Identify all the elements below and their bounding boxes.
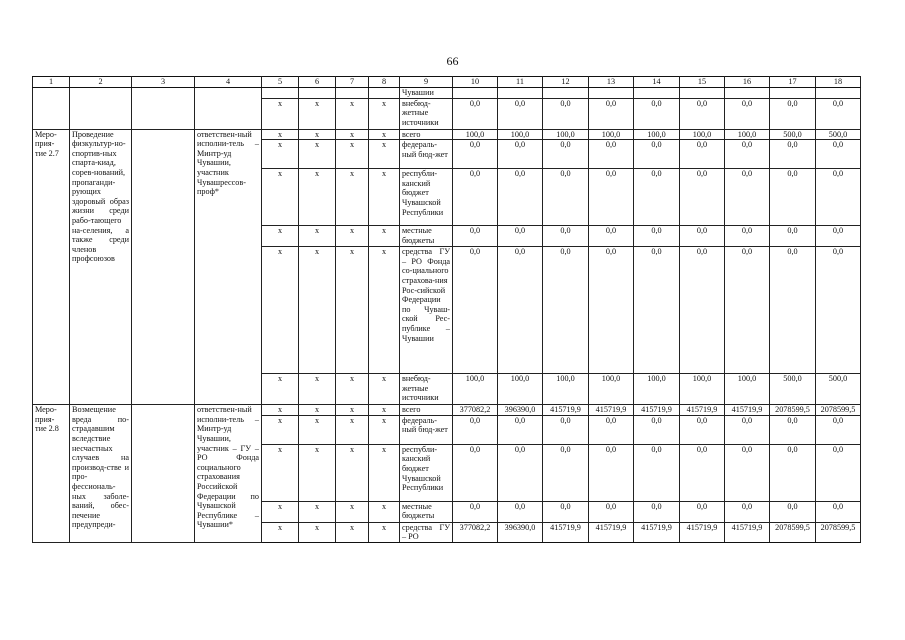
x-cell: x — [336, 247, 369, 374]
value-cell: 0,0 — [680, 415, 725, 444]
source-cell: республи-канский бюджет Чувашской Республики — [400, 169, 453, 226]
value-cell: 0,0 — [816, 247, 861, 374]
value-cell: 0,0 — [680, 169, 725, 226]
column-header: 4 — [195, 77, 262, 88]
x-cell: x — [262, 169, 299, 226]
value-cell: 415719,9 — [634, 522, 680, 542]
value-cell: 100,0 — [634, 129, 680, 140]
value-cell: 0,0 — [589, 501, 634, 522]
value-cell: 0,0 — [770, 226, 816, 247]
x-cell: x — [336, 522, 369, 542]
x-cell: x — [336, 129, 369, 140]
value-cell: 415719,9 — [725, 522, 770, 542]
cell-empty — [498, 88, 543, 99]
cell-empty — [33, 88, 70, 130]
measure-code: Меро- прия- тие 2.8 — [33, 405, 70, 543]
value-cell: 0,0 — [680, 98, 725, 129]
value-cell: 0,0 — [589, 98, 634, 129]
x-cell: x — [262, 522, 299, 542]
x-cell: x — [262, 140, 299, 169]
value-cell: 0,0 — [498, 444, 543, 501]
column-header: 2 — [70, 77, 132, 88]
cell-empty — [770, 88, 816, 99]
value-cell: 0,0 — [680, 247, 725, 374]
column-header: 8 — [369, 77, 400, 88]
x-cell: x — [262, 226, 299, 247]
x-cell: x — [299, 444, 336, 501]
x-cell: x — [262, 501, 299, 522]
source-cell: всего — [400, 405, 453, 416]
value-cell: 0,0 — [498, 226, 543, 247]
value-cell: 415719,9 — [589, 405, 634, 416]
page-number: 66 — [446, 54, 459, 68]
value-cell: 415719,9 — [634, 405, 680, 416]
value-cell: 377082,2 — [453, 522, 498, 542]
budget-table — [32, 76, 861, 543]
x-cell: x — [336, 374, 369, 405]
cell-empty — [132, 88, 195, 130]
value-cell: 0,0 — [725, 226, 770, 247]
value-cell: 2078599,5 — [816, 405, 861, 416]
x-cell: x — [369, 501, 400, 522]
cell-empty — [132, 129, 195, 405]
value-cell: 0,0 — [725, 98, 770, 129]
value-cell: 100,0 — [543, 129, 589, 140]
x-cell: x — [369, 169, 400, 226]
value-cell: 0,0 — [680, 501, 725, 522]
x-cell: x — [336, 415, 369, 444]
value-cell: 2078599,5 — [816, 522, 861, 542]
x-cell: x — [336, 169, 369, 226]
value-cell: 0,0 — [543, 226, 589, 247]
cell-empty — [299, 88, 336, 99]
value-cell: 0,0 — [543, 501, 589, 522]
value-cell: 100,0 — [725, 129, 770, 140]
value-cell: 0,0 — [589, 169, 634, 226]
value-cell: 0,0 — [725, 444, 770, 501]
value-cell: 0,0 — [680, 140, 725, 169]
column-header: 11 — [498, 77, 543, 88]
cell-empty — [369, 88, 400, 99]
value-cell: 0,0 — [816, 140, 861, 169]
cell-empty — [589, 88, 634, 99]
value-cell: 0,0 — [589, 226, 634, 247]
source-cell: федераль-ный бюд-жет — [400, 415, 453, 444]
value-cell: 396390,0 — [498, 405, 543, 416]
x-cell: x — [262, 129, 299, 140]
value-cell: 415719,9 — [589, 522, 634, 542]
x-cell: x — [336, 444, 369, 501]
cell-empty — [70, 88, 132, 130]
column-header: 10 — [453, 77, 498, 88]
x-cell: x — [299, 226, 336, 247]
value-cell: 100,0 — [498, 374, 543, 405]
column-header: 18 — [816, 77, 861, 88]
cell-empty — [453, 88, 498, 99]
value-cell: 0,0 — [498, 140, 543, 169]
column-header: 14 — [634, 77, 680, 88]
value-cell: 100,0 — [634, 374, 680, 405]
column-header: 5 — [262, 77, 299, 88]
value-cell: 0,0 — [589, 444, 634, 501]
value-cell: 415719,9 — [543, 405, 589, 416]
source-cell: местные бюджеты — [400, 501, 453, 522]
value-cell: 2078599,5 — [770, 405, 816, 416]
source-cell: федераль-ный бюд-жет — [400, 140, 453, 169]
value-cell: 0,0 — [498, 98, 543, 129]
value-cell: 500,0 — [816, 129, 861, 140]
cell-empty — [195, 88, 262, 130]
x-cell: x — [262, 444, 299, 501]
value-cell: 415719,9 — [680, 522, 725, 542]
value-cell: 0,0 — [453, 247, 498, 374]
source-cell: внебюд-жетные источники — [400, 374, 453, 405]
column-header: 16 — [725, 77, 770, 88]
value-cell: 0,0 — [453, 501, 498, 522]
value-cell: 100,0 — [453, 129, 498, 140]
x-cell: x — [299, 501, 336, 522]
column-header: 15 — [680, 77, 725, 88]
value-cell: 377082,2 — [453, 405, 498, 416]
value-cell: 100,0 — [589, 374, 634, 405]
cell-empty — [634, 88, 680, 99]
cell-empty — [680, 88, 725, 99]
column-header: 6 — [299, 77, 336, 88]
value-cell: 0,0 — [453, 444, 498, 501]
value-cell: 0,0 — [770, 98, 816, 129]
value-cell: 0,0 — [634, 226, 680, 247]
x-cell: x — [299, 374, 336, 405]
value-cell: 0,0 — [634, 169, 680, 226]
value-cell: 415719,9 — [680, 405, 725, 416]
column-header: 12 — [543, 77, 589, 88]
value-cell: 0,0 — [725, 247, 770, 374]
source-cell: всего — [400, 129, 453, 140]
source-cell: средства ГУ – РО — [400, 522, 453, 542]
value-cell: 100,0 — [725, 374, 770, 405]
column-header: 7 — [336, 77, 369, 88]
column-header: 9 — [400, 77, 453, 88]
value-cell: 0,0 — [589, 140, 634, 169]
x-cell: x — [299, 405, 336, 416]
value-cell: 0,0 — [680, 226, 725, 247]
value-cell: 0,0 — [543, 140, 589, 169]
value-cell: 0,0 — [453, 169, 498, 226]
table-row — [33, 405, 861, 416]
value-cell: 0,0 — [634, 98, 680, 129]
x-cell: x — [369, 140, 400, 169]
value-cell: 0,0 — [453, 226, 498, 247]
value-cell: 0,0 — [725, 169, 770, 226]
value-cell: 0,0 — [816, 444, 861, 501]
value-cell: 0,0 — [634, 140, 680, 169]
value-cell: 0,0 — [543, 444, 589, 501]
x-cell: x — [369, 98, 400, 129]
value-cell: 0,0 — [725, 140, 770, 169]
x-cell: x — [262, 415, 299, 444]
value-cell: 415719,9 — [543, 522, 589, 542]
x-cell: x — [262, 374, 299, 405]
value-cell: 100,0 — [589, 129, 634, 140]
x-cell: x — [369, 522, 400, 542]
value-cell: 0,0 — [770, 169, 816, 226]
table-row — [33, 77, 861, 88]
value-cell: 0,0 — [543, 247, 589, 374]
value-cell: 0,0 — [725, 501, 770, 522]
value-cell: 100,0 — [453, 374, 498, 405]
value-cell: 100,0 — [680, 129, 725, 140]
x-cell: x — [299, 98, 336, 129]
value-cell: 500,0 — [816, 374, 861, 405]
value-cell: 0,0 — [816, 226, 861, 247]
value-cell: 100,0 — [543, 374, 589, 405]
x-cell: x — [336, 405, 369, 416]
source-cell: местные бюджеты — [400, 226, 453, 247]
value-cell: 0,0 — [543, 169, 589, 226]
value-cell: 0,0 — [770, 247, 816, 374]
table-row — [33, 88, 861, 99]
measure-name: Проведение физкультур-но-спортив-ных спарта-киад, сорев-нований, пропаганди-рующих здоровый образ жизни среди рабо-тающего на-селения, а также среди членов профсоюзов — [70, 129, 132, 405]
cell-empty — [725, 88, 770, 99]
table-row — [33, 129, 861, 140]
cell-empty — [132, 405, 195, 543]
value-cell: 0,0 — [453, 98, 498, 129]
x-cell: x — [369, 444, 400, 501]
value-cell: 0,0 — [453, 140, 498, 169]
value-cell: 0,0 — [543, 98, 589, 129]
x-cell: x — [299, 169, 336, 226]
x-cell: x — [299, 140, 336, 169]
x-cell: x — [369, 129, 400, 140]
x-cell: x — [369, 226, 400, 247]
cell-empty — [262, 88, 299, 99]
value-cell: 0,0 — [770, 415, 816, 444]
source-cell: внебюд- жетные источники — [400, 98, 453, 129]
column-header: 17 — [770, 77, 816, 88]
x-cell: x — [262, 405, 299, 416]
x-cell: x — [369, 374, 400, 405]
value-cell: 0,0 — [816, 169, 861, 226]
value-cell: 0,0 — [589, 415, 634, 444]
source-cell: Чувашии — [400, 88, 453, 99]
x-cell: x — [336, 98, 369, 129]
cell-empty — [543, 88, 589, 99]
source-cell: средства ГУ – РО Фонда со-циального страхова-ния Рос-сийской Федерации по Чуваш-ской Рес-публике – Чувашии — [400, 247, 453, 374]
value-cell: 0,0 — [816, 98, 861, 129]
x-cell: x — [299, 129, 336, 140]
x-cell: x — [336, 140, 369, 169]
column-header: 13 — [589, 77, 634, 88]
value-cell: 0,0 — [770, 501, 816, 522]
value-cell: 0,0 — [634, 444, 680, 501]
value-cell: 415719,9 — [725, 405, 770, 416]
value-cell: 0,0 — [816, 501, 861, 522]
x-cell: x — [262, 247, 299, 374]
responsible-cell: ответствен-ный исполни-тель – Минтр-уд Чувашии, участник – ГУ – РО Фонда социального страхования Российской Федерации по Чувашской Республике – Чувашии* — [195, 405, 262, 543]
column-header: 3 — [132, 77, 195, 88]
value-cell: 0,0 — [770, 444, 816, 501]
value-cell: 0,0 — [725, 415, 770, 444]
value-cell: 0,0 — [543, 415, 589, 444]
value-cell: 0,0 — [770, 140, 816, 169]
value-cell: 0,0 — [680, 444, 725, 501]
value-cell: 0,0 — [498, 415, 543, 444]
value-cell: 0,0 — [634, 247, 680, 374]
value-cell: 396390,0 — [498, 522, 543, 542]
x-cell: x — [262, 98, 299, 129]
cell-empty — [816, 88, 861, 99]
source-cell: республи-канский бюджет Чувашской Республики — [400, 444, 453, 501]
value-cell: 0,0 — [498, 247, 543, 374]
value-cell: 0,0 — [498, 169, 543, 226]
x-cell: x — [299, 522, 336, 542]
value-cell: 100,0 — [680, 374, 725, 405]
measure-code: Меро- прия- тие 2.7 — [33, 129, 70, 405]
x-cell: x — [369, 247, 400, 374]
value-cell: 500,0 — [770, 129, 816, 140]
x-cell: x — [299, 247, 336, 374]
cell-empty — [336, 88, 369, 99]
x-cell: x — [369, 405, 400, 416]
value-cell: 0,0 — [634, 415, 680, 444]
value-cell: 0,0 — [816, 415, 861, 444]
x-cell: x — [369, 415, 400, 444]
column-header: 1 — [33, 77, 70, 88]
value-cell: 0,0 — [453, 415, 498, 444]
value-cell: 0,0 — [634, 501, 680, 522]
x-cell: x — [336, 226, 369, 247]
measure-name: Возмещение вреда по-страдавшим вследствие несчастных случаев на производ-стве и про-фессиональ-ных заболе-ваний, обес-печение предупреди- — [70, 405, 132, 543]
responsible-cell: ответствен-ный исполни-тель – Минтр-уд Чувашии, участник Чувашрессов-проф* — [195, 129, 262, 405]
value-cell: 0,0 — [589, 247, 634, 374]
value-cell: 0,0 — [498, 501, 543, 522]
value-cell: 2078599,5 — [770, 522, 816, 542]
value-cell: 500,0 — [770, 374, 816, 405]
value-cell: 100,0 — [498, 129, 543, 140]
x-cell: x — [299, 415, 336, 444]
x-cell: x — [336, 501, 369, 522]
